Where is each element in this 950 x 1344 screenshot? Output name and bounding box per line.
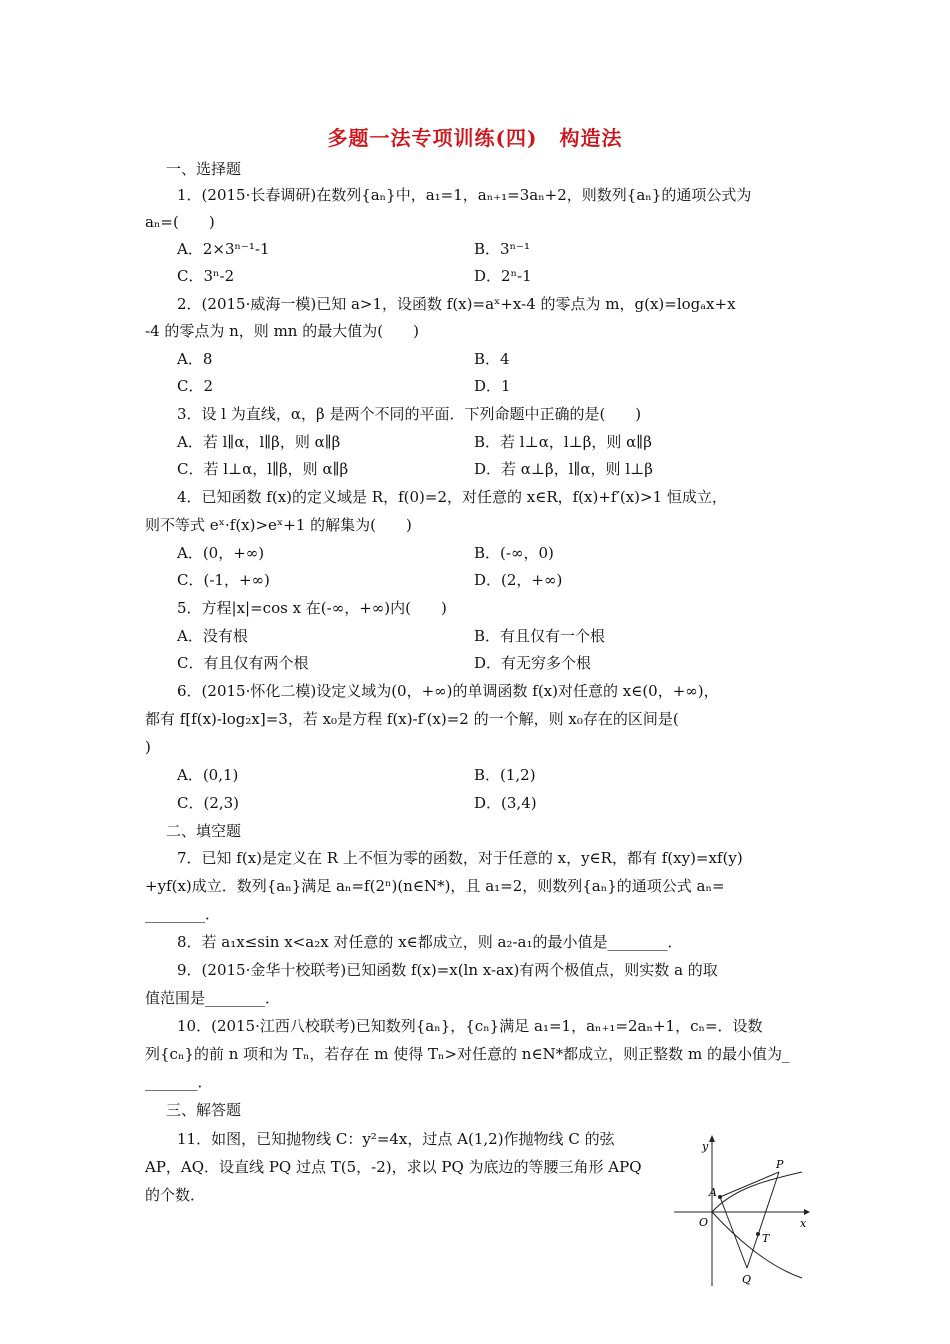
text-line: C．若 l⊥α，l∥β，则 α∥β (177, 460, 349, 478)
text-line: B．若 l⊥α，l⊥β，则 α∥β (474, 433, 652, 451)
text-line: A．若 l∥α，l∥β，则 α∥β (177, 433, 341, 451)
text-line: 5．方程|x|=cos x 在(-∞，+∞)内( ) (177, 599, 447, 617)
text-line: 一、选择题 (166, 160, 242, 178)
text-line: A．(0，+∞) (177, 544, 265, 562)
text-line: C．(2,3) (177, 794, 240, 812)
text-line: C．3ⁿ-2 (177, 267, 235, 285)
text-line: A．2×3ⁿ⁻¹-1 (177, 240, 270, 258)
label-a: A (709, 1186, 717, 1199)
text-line: 1．(2015·长春调研)在数列{aₙ}中，a₁=1，aₙ₊₁=3aₙ+2，则数列{aₙ}的通项公式为 (177, 186, 752, 204)
text-line: C．有且仅有两个根 (177, 654, 309, 672)
text-line: 2．(2015·威海一模)已知 a>1，设函数 f(x)=aˣ+x-4 的零点为 m，g(x)=logₐx+x (177, 295, 736, 313)
page-title (0, 122, 950, 151)
text-line: 4．已知函数 f(x)的定义域是 R，f(0)=2，对任意的 x∈R，f(x)+f′(x)>1 恒成立， (177, 488, 727, 506)
text-line: D．若 α⊥β，l∥α，则 l⊥β (474, 460, 653, 478)
text-line: B．(1,2) (474, 766, 536, 784)
title-main: 多题一法专项训练(四) (327, 126, 538, 150)
text-line: 列{cₙ}的前 n 项和为 Tₙ，若存在 m 使得 Tₙ>对任意的 n∈N*都成立，则正整数 m 的最小值为_ (145, 1045, 790, 1063)
text-line: ________． (145, 905, 221, 923)
text-line: 11．如图，已知抛物线 C：y²=4x，过点 A(1,2)作抛物线 C 的弦 (177, 1130, 615, 1148)
text-line: 6．(2015·怀化二模)设定义域为(0，+∞)的单调函数 f(x)对任意的 x∈(0，+∞)， (177, 682, 719, 700)
text-line: ) (145, 738, 151, 756)
text-line: C．(-1，+∞) (177, 571, 270, 589)
label-t: T (762, 1232, 770, 1245)
label-p: P (776, 1158, 784, 1171)
text-line: 8．若 a₁x≤sin x<a₂x 对任意的 x∈都成立，则 a₂-a₁的最小值是________． (177, 933, 683, 951)
text-line: 9．(2015·金华十校联考)已知函数 f(x)=x(ln x-ax)有两个极值点，则实数 a 的取 (177, 961, 718, 979)
label-o: O (699, 1216, 709, 1229)
text-line: D．(3,4) (474, 794, 537, 812)
text-line: 7．已知 f(x)是定义在 R 上不恒为零的函数，对于任意的 x，y∈R，都有 f(xy)=xf(y) (177, 849, 743, 867)
text-line: B．有且仅有一个根 (474, 627, 606, 645)
text-line: _______． (145, 1073, 213, 1091)
text-line: D．2ⁿ-1 (474, 267, 532, 285)
text-line: A．(0,1) (177, 766, 239, 784)
text-line: A．8 (177, 350, 213, 368)
parabola-figure (672, 1130, 812, 1290)
label-x: x (800, 1217, 807, 1230)
text-line: D．1 (474, 377, 511, 395)
title-sub: 构造法 (559, 126, 623, 150)
text-line: 值范围是________． (145, 989, 281, 1007)
text-line: -4 的零点为 n，则 mn 的最大值为( ) (145, 322, 419, 340)
label-q: Q (742, 1273, 752, 1286)
text-line: 则不等式 eˣ·f(x)>eˣ+1 的解集为( ) (145, 516, 412, 534)
text-line: 都有 f[f(x)-log₂x]=3，若 x₀是方程 f(x)-f′(x)=2 的一个解，则 x₀存在的区间是( (145, 710, 679, 728)
text-line: B．(-∞，0) (474, 544, 554, 562)
text-line: B．3ⁿ⁻¹ (474, 240, 530, 258)
text-line: A．没有根 (177, 627, 248, 645)
text-line: D．有无穷多个根 (474, 654, 592, 672)
text-line: B．4 (474, 350, 510, 368)
label-y: y (702, 1140, 709, 1153)
text-line: D．(2，+∞) (474, 571, 563, 589)
text-line: 的个数． (145, 1186, 206, 1204)
text-line: aₙ=( ) (145, 213, 215, 231)
text-line: 二、填空题 (166, 822, 242, 840)
text-line: 三、解答题 (166, 1101, 242, 1119)
text-line: 3．设 l 为直线，α，β 是两个不同的平面．下列命题中正确的是( ) (177, 405, 642, 423)
text-line: 10．(2015·江西八校联考)已知数列{aₙ}，{cₙ}满足 a₁=1，aₙ₊₁=2aₙ+1，cₙ=．设数 (177, 1017, 763, 1035)
text-line: AP，AQ．设直线 PQ 过点 T(5，-2)，求以 PQ 为底边的等腰三角形 APQ (145, 1158, 642, 1176)
text-line: +yf(x)成立．数列{aₙ}满足 aₙ=f(2ⁿ)(n∈N*)，且 a₁=2，则数列{aₙ}的通项公式 aₙ= (145, 877, 725, 895)
text-line: C．2 (177, 377, 214, 395)
